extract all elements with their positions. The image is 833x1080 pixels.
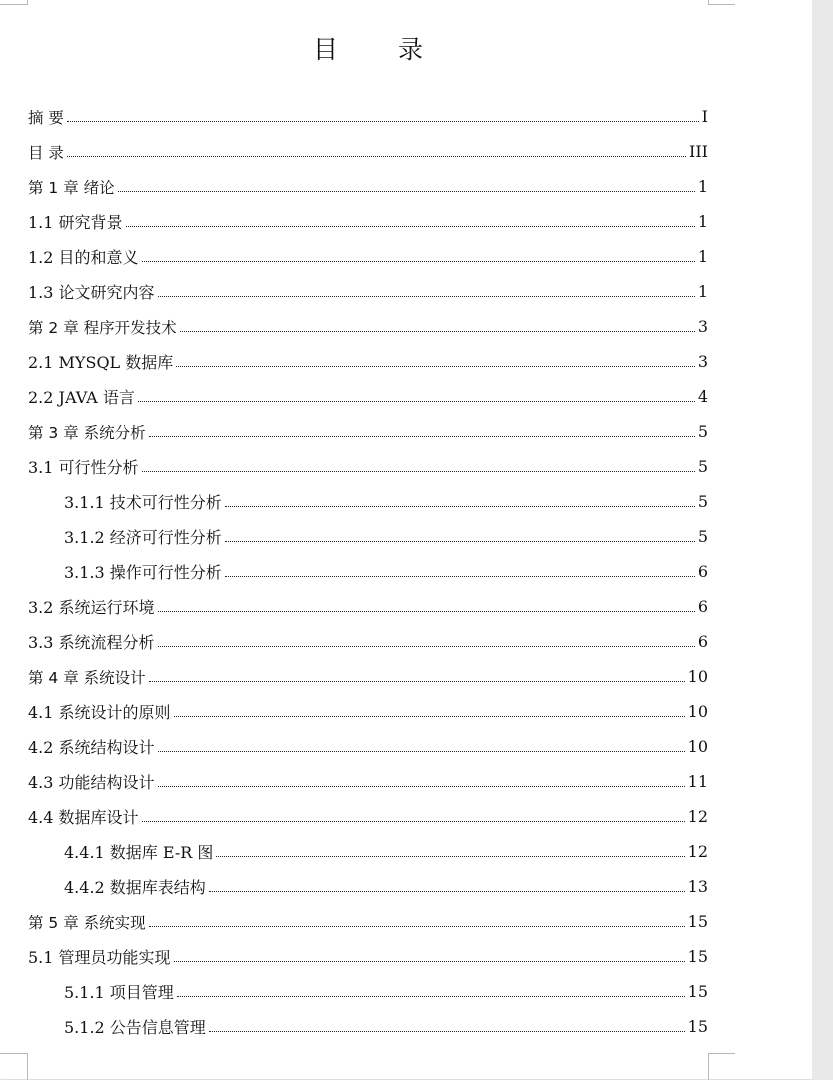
dot-leader <box>67 144 686 160</box>
toc-entry-label: 摘 要 <box>28 108 64 127</box>
toc-entry-page-number: 6 <box>697 597 708 616</box>
toc-entry-label: 3.1.2 经济可行性分析 <box>64 528 222 547</box>
dot-leader <box>174 704 685 720</box>
toc-entry-label: 4.1 系统设计的原则 <box>28 703 171 722</box>
dot-leader <box>118 179 695 195</box>
toc-entry-page-number: 12 <box>687 807 708 826</box>
toc-entry-label: 5.1 管理员功能实现 <box>28 948 171 967</box>
corner-mark-bottom-left <box>0 1053 28 1080</box>
dot-leader <box>180 319 695 335</box>
toc-entry-label: 5.1.2 公告信息管理 <box>64 1018 206 1037</box>
toc-entry-page-number: 12 <box>687 842 708 861</box>
dot-leader <box>216 844 684 860</box>
toc-entry[interactable] <box>28 589 708 624</box>
toc-entry-label: 4.4 数据库设计 <box>28 808 139 827</box>
dot-leader <box>158 634 695 650</box>
toc-entry-label: 第 2 章 程序开发技术 <box>28 318 177 337</box>
page-gutter <box>812 0 833 1079</box>
dot-leader <box>209 1019 685 1035</box>
toc-entry-page-number: 5 <box>697 492 708 511</box>
toc-entry-label: 第 3 章 系统分析 <box>28 423 146 442</box>
toc-entry-page-number: 10 <box>687 702 708 721</box>
toc-entry[interactable] <box>28 729 708 764</box>
toc-entry-page-number: 10 <box>687 667 708 686</box>
toc-entry-page-number: 15 <box>687 1017 708 1036</box>
dot-leader <box>67 109 699 125</box>
toc-entry-label: 2.2 JAVA 语言 <box>28 388 135 407</box>
dot-leader <box>158 284 695 300</box>
dot-leader <box>142 459 695 475</box>
toc-entry[interactable] <box>28 309 708 344</box>
dot-leader <box>158 739 685 755</box>
toc-entry-label: 4.4.1 数据库 E-R 图 <box>64 843 214 862</box>
toc-entry-page-number: 15 <box>687 912 708 931</box>
toc-entry-page-number: 13 <box>687 877 708 896</box>
dot-leader <box>142 809 685 825</box>
toc-entry[interactable] <box>28 554 708 589</box>
toc-entry-page-number: 5 <box>697 527 708 546</box>
toc-entry-page-number: I <box>701 107 708 126</box>
toc-entry-page-number: 10 <box>687 737 708 756</box>
toc-entry-page-number: 1 <box>697 177 708 196</box>
toc-entry[interactable] <box>28 974 708 1009</box>
toc-entry[interactable] <box>28 274 708 309</box>
toc-entry-page-number: 5 <box>697 457 708 476</box>
toc-entry-label: 1.1 研究背景 <box>28 213 123 232</box>
toc-entry[interactable] <box>28 1009 708 1044</box>
dot-leader <box>225 529 695 545</box>
toc-entry-label: 第 4 章 系统设计 <box>28 668 146 687</box>
toc-entry-page-number: 3 <box>697 352 708 371</box>
toc-entry-label: 第 5 章 系统实现 <box>28 913 146 932</box>
toc-entry[interactable] <box>28 659 708 694</box>
toc-entry-page-number: 5 <box>697 422 708 441</box>
toc-entry[interactable] <box>28 939 708 974</box>
corner-mark-top-left <box>0 0 28 5</box>
dot-leader <box>149 914 685 930</box>
toc-entry-label: 3.3 系统流程分析 <box>28 633 155 652</box>
toc-entry[interactable] <box>28 344 708 379</box>
toc-entry[interactable] <box>28 449 708 484</box>
toc-entry[interactable] <box>28 414 708 449</box>
dot-leader <box>126 214 695 230</box>
toc-entry-page-number: 3 <box>697 317 708 336</box>
table-of-contents <box>28 99 708 1044</box>
toc-entry-label: 第 1 章 绪论 <box>28 178 115 197</box>
toc-entry[interactable] <box>28 204 708 239</box>
toc-entry-page-number: 15 <box>687 947 708 966</box>
toc-entry[interactable] <box>28 834 708 869</box>
toc-entry[interactable] <box>28 239 708 274</box>
toc-entry-page-number: 1 <box>697 212 708 231</box>
dot-leader <box>149 424 695 440</box>
toc-entry[interactable] <box>28 904 708 939</box>
toc-entry[interactable] <box>28 379 708 414</box>
toc-entry-label: 4.3 功能结构设计 <box>28 773 155 792</box>
corner-mark-bottom-right <box>708 1053 735 1080</box>
toc-entry-page-number: 1 <box>697 282 708 301</box>
toc-entry[interactable] <box>28 694 708 729</box>
toc-entry[interactable] <box>28 624 708 659</box>
toc-entry-page-number: 1 <box>697 247 708 266</box>
toc-entry-page-number: III <box>689 142 708 161</box>
toc-entry-label: 1.2 目的和意义 <box>28 248 139 267</box>
toc-entry-label: 3.1.1 技术可行性分析 <box>64 493 222 512</box>
dot-leader <box>149 669 685 685</box>
toc-entry-label: 4.4.2 数据库表结构 <box>64 878 206 897</box>
toc-entry-page-number: 6 <box>697 632 708 651</box>
toc-entry[interactable] <box>28 169 708 204</box>
toc-title: 目 录 <box>313 35 449 64</box>
toc-entry-label: 2.1 MYSQL 数据库 <box>28 353 174 372</box>
toc-entry-page-number: 6 <box>697 562 708 581</box>
toc-entry[interactable] <box>28 519 708 554</box>
dot-leader <box>158 599 695 615</box>
toc-entry-label: 3.2 系统运行环境 <box>28 598 155 617</box>
dot-leader <box>174 949 685 965</box>
toc-entry-label: 3.1.3 操作可行性分析 <box>64 563 222 582</box>
toc-entry[interactable] <box>28 799 708 834</box>
dot-leader <box>177 984 685 1000</box>
toc-entry-label: 目 录 <box>28 143 64 162</box>
dot-leader <box>176 354 695 370</box>
toc-entry-page-number: 4 <box>697 387 708 406</box>
toc-entry[interactable] <box>28 134 708 169</box>
toc-entry[interactable] <box>28 869 708 904</box>
toc-entry[interactable] <box>28 764 708 799</box>
toc-entry[interactable] <box>28 99 708 134</box>
toc-entry-page-number: 11 <box>687 772 708 791</box>
dot-leader <box>138 389 695 405</box>
dot-leader <box>209 879 685 895</box>
dot-leader <box>225 494 695 510</box>
toc-entry-label: 1.3 论文研究内容 <box>28 283 155 302</box>
dot-leader <box>225 564 695 580</box>
toc-entry-label: 3.1 可行性分析 <box>28 458 139 477</box>
dot-leader <box>142 249 695 265</box>
toc-entry[interactable] <box>28 484 708 519</box>
corner-mark-top-right <box>708 0 735 5</box>
toc-entry-label: 5.1.1 项目管理 <box>64 983 174 1002</box>
toc-entry-label: 4.2 系统结构设计 <box>28 738 155 757</box>
toc-entry-page-number: 15 <box>687 982 708 1001</box>
dot-leader <box>158 774 685 790</box>
